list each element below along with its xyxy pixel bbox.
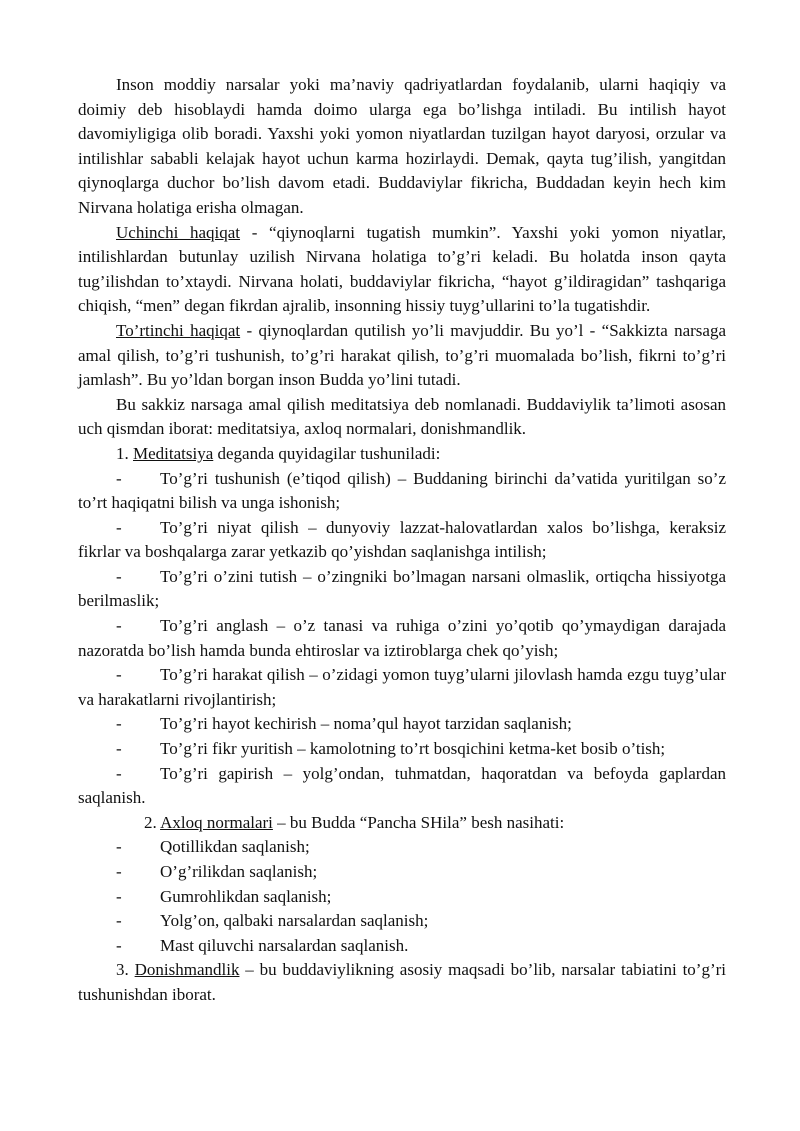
list-dash: - — [116, 935, 122, 955]
meditation-intro: deganda quyidagilar tushuniladi: — [213, 443, 441, 463]
third-truth-text: - “qiynoqlarni tugatish mumkin”. Yaxshi yoki yomon niyatlar, intilishlardan butunlay uzilish Nirvana holatiga to’g’ri keladi. Bu holatda inson qayta tug’ilishdan to’xtaydi. Nirvana holati, buddaviylar fikricha, “hayot g’ildiragidan” tashqariga chiqish, “men” degan fikrdan ajralib, insonning hissiy tuyg’ullarini to’la tugatishdir. — [78, 222, 726, 316]
list-item-text: Yolg’on, qalbaki narsalardan saqlanish; — [160, 911, 429, 931]
list-item — [78, 934, 726, 959]
list-dash: - — [116, 886, 122, 906]
section-number: 1. — [116, 443, 133, 463]
list-item — [78, 614, 726, 663]
list-item-text: To’g’ri niyat qilish – dunyoviy lazzat-halovatlardan xalos bo’lishga, keraksiz fikrlar va boshqalarga zarar yetkazib qo’yishdan saqlanishga intilish; — [78, 517, 726, 562]
list-item — [78, 885, 726, 910]
paragraph-eightfold: Bu sakkiz narsaga amal qilish meditatsiya deb nomlanadi. Buddaviylik ta’limoti asosan uch qismdan iborat: meditatsiya, axloq normalari, donishmandlik. — [78, 394, 726, 439]
wisdom-heading: Donishmandlik — [134, 960, 240, 980]
third-truth-heading: Uchinchi haqiqat — [116, 222, 241, 242]
fourth-truth-text: - qiynoqlardan qutilish yo’li mavjuddir. Bu yo’l - “Sakkizta narsaga amal qilish, to’g’ri tushunish, to’g’ri harakat qilish, to’g’ri muomalada bo’lish, fikrni to’g’ri jamlash”. Bu yo’ldan borgan inson Budda yo’lini tutadi. — [78, 320, 726, 390]
list-dash: - — [116, 566, 122, 586]
paragraph-fourth-truth — [78, 319, 726, 393]
list-item-text: To’g’ri tushunish (e’tiqod qilish) – Buddaning birinchi da’vatida yuritilgan so’z to’rt haqiqatni bilish va unga ishonish; — [78, 468, 726, 513]
list-item — [78, 663, 726, 712]
list-item-text: To’g’ri o’zini tutish – o’zingniki bo’lmagan narsani olmaslik, ortiqcha hissiyotga berilmaslik; — [78, 566, 726, 611]
list-dash: - — [116, 616, 122, 636]
list-item-text: Mast qiluvchi narsalardan saqlanish. — [160, 935, 409, 955]
list-item — [78, 565, 726, 614]
list-dash: - — [116, 862, 122, 881]
list-dash: - — [116, 714, 122, 734]
fourth-truth-heading: To’rtinchi haqiqat — [116, 320, 241, 340]
section-meditation — [78, 442, 726, 467]
list-item-text: To’g’ri gapirish – yolg’ondan, tuhmatdan, haqoratdan va befoyda gaplardan saqlanish. — [78, 763, 726, 808]
section-ethics — [78, 811, 726, 836]
paragraph-third-truth — [78, 221, 726, 319]
list-dash: - — [116, 911, 122, 931]
list-item-text: Gumrohlikdan saqlanish; — [160, 886, 332, 906]
list-item-text: Qotillikdan saqlanish; — [160, 837, 310, 857]
list-item-text: To’g’ri anglash – o’z tanasi va ruhiga o’zini yo’qotib qo’ymaydigan darajada nazoratda bo’lish hamda bunda ehtiroslar va iztiroblarga chek qo’yish; — [78, 616, 726, 660]
list-item-text: To’g’ri harakat qilish – o’zidagi yomon tuyg’ularni jilovlash hamda ezgu tuyg’ular va harakatlarni rivojlantirish; — [78, 665, 726, 709]
list-dash: - — [116, 468, 122, 488]
list-dash: - — [116, 763, 122, 783]
paragraph-intro: Inson moddiy narsalar yoki ma’naviy qadriyatlardan foydalanib, ularni haqiqiy va doimiy deb hisoblaydi hamda doimo ularga ega bo’lishga intiladi. Bu intilish hayot davomiyligiga olib boradi. Yaxshi yoki yomon niyatlardan tuzilgan hayot daryosi, orzular va intilishlar sababli kelajak hayot uchun karma hozirlaydi. Demak, qayta tug’ilish, yangitdan qiynoqlarga duchor bo’lish davom etadi. Buddaviylar fikricha, Buddadan keyin hech kim Nirvana holatiga erisha olmagan. — [78, 75, 726, 217]
wisdom-text: – bu buddaviylikning asosiy maqsadi bo’lib, narsalar tabiatini to’g’ri tushunishdan iborat. — [78, 960, 726, 1004]
list-item — [78, 737, 726, 762]
ethics-heading: Axloq normalari — [160, 812, 273, 832]
list-item-text: To’g’ri fikr yuritish – kamolotning to’rt bosqichini ketma-ket bosib o’tish; — [160, 739, 666, 759]
section-number: 3. — [116, 960, 135, 980]
list-dash: - — [116, 665, 122, 685]
list-item — [78, 835, 726, 860]
meditation-heading: Meditatsiya — [133, 443, 214, 463]
section-number: 2. — [144, 812, 161, 832]
list-item — [78, 712, 726, 737]
list-item — [78, 860, 726, 885]
list-item-text: To’g’ri hayot kechirish – noma’qul hayot tarzidan saqlanish; — [160, 714, 572, 734]
list-dash: - — [116, 517, 122, 537]
list-item — [78, 909, 726, 934]
ethics-intro: – bu Budda “Pancha SHila” besh nasihati: — [272, 812, 565, 832]
list-item — [78, 467, 726, 516]
list-item — [78, 762, 726, 811]
list-item — [78, 516, 726, 565]
list-dash: - — [116, 837, 122, 857]
list-item-text: O’g’rilikdan saqlanish; — [160, 862, 318, 881]
section-wisdom — [78, 958, 726, 1007]
document-page — [78, 73, 726, 1008]
list-dash: - — [116, 739, 122, 759]
